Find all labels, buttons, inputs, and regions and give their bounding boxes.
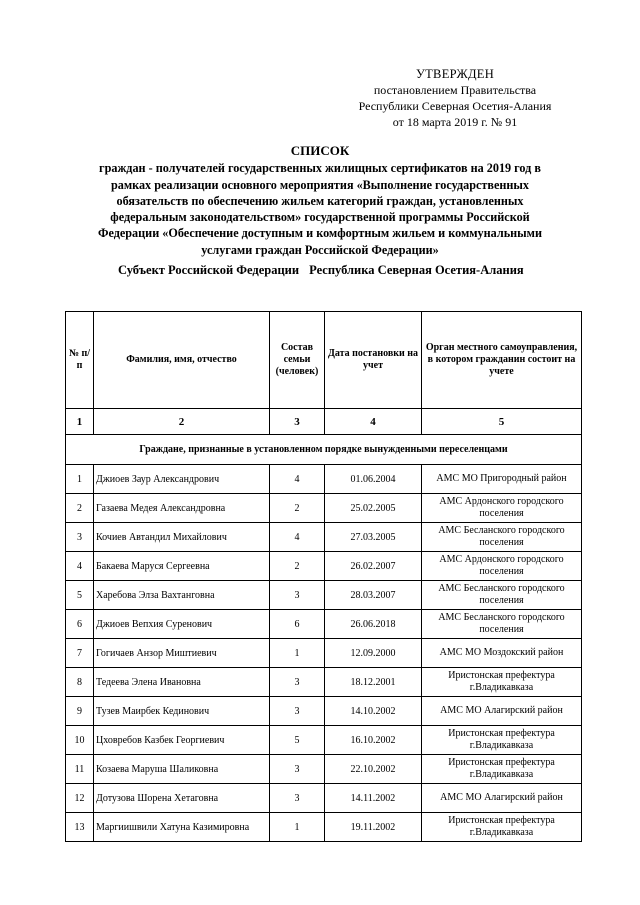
family-size: 3 xyxy=(270,668,325,697)
row-number: 5 xyxy=(66,581,94,610)
full-name: Цховребов Казбек Георгиевич xyxy=(94,726,270,755)
row-number: 11 xyxy=(66,755,94,784)
full-name: Харебова Элза Вахтанговна xyxy=(94,581,270,610)
family-size: 3 xyxy=(270,697,325,726)
registration-date: 01.06.2004 xyxy=(325,465,422,494)
group-row xyxy=(66,435,582,465)
column-number: 2 xyxy=(94,409,270,435)
column-number: 3 xyxy=(270,409,325,435)
family-size: 3 xyxy=(270,755,325,784)
table-row xyxy=(66,581,582,610)
list-heading: СПИСОК xyxy=(290,143,350,158)
row-number: 10 xyxy=(66,726,94,755)
authority: АМС Ардонского городского поселения xyxy=(422,494,582,523)
full-name: Джиоев Заур Александрович xyxy=(94,465,270,494)
family-size: 3 xyxy=(270,581,325,610)
table-row xyxy=(66,668,582,697)
full-name: Джиоев Вепхия Суренович xyxy=(94,610,270,639)
family-size: 3 xyxy=(270,784,325,813)
authority: АМС Бесланского городского поселения xyxy=(422,523,582,552)
column-number: 5 xyxy=(422,409,582,435)
full-name: Маргиишвили Хатуна Казимировна xyxy=(94,813,270,842)
full-name: Тузев Маирбек Кединович xyxy=(94,697,270,726)
recipients-table xyxy=(65,311,582,842)
row-number: 2 xyxy=(66,494,94,523)
registration-date: 22.10.2002 xyxy=(325,755,422,784)
header-no: № п/п xyxy=(66,312,94,409)
table-row xyxy=(66,523,582,552)
registration-date: 27.03.2005 xyxy=(325,523,422,552)
table-body xyxy=(66,465,582,842)
family-size: 2 xyxy=(270,552,325,581)
subject-value: Республика Северная Осетия-Алания xyxy=(309,263,524,277)
approval-line-3: Республики Северная Осетия-Алания xyxy=(358,99,552,113)
registration-date: 26.06.2018 xyxy=(325,610,422,639)
authority: АМС Бесланского городского поселения xyxy=(422,610,582,639)
approval-line-2: постановлением Правительства xyxy=(373,83,537,97)
family-size: 4 xyxy=(270,465,325,494)
table-row xyxy=(66,726,582,755)
table-row xyxy=(66,465,582,494)
header-name: Фамилия, имя, отчество xyxy=(94,312,270,409)
authority: АМС Бесланского городского поселения xyxy=(422,581,582,610)
authority: АМС Ардонского городского поселения xyxy=(422,552,582,581)
column-number: 1 xyxy=(66,409,94,435)
subject-label: Субъект Российской Федерации xyxy=(118,263,300,277)
title-line-4: федеральным законодательством» государственной программы Российской xyxy=(110,210,530,225)
full-name: Кочиев Автандил Михайлович xyxy=(94,523,270,552)
family-size: 4 xyxy=(270,523,325,552)
approval-block xyxy=(350,66,560,130)
row-number: 4 xyxy=(66,552,94,581)
registration-date: 28.03.2007 xyxy=(325,581,422,610)
table-row xyxy=(66,697,582,726)
authority: АМС МО Алагирский район xyxy=(422,697,582,726)
title-line-5: Федерации «Обеспечение доступным и комфортным жильем и коммунальными xyxy=(97,226,543,241)
row-number: 9 xyxy=(66,697,94,726)
title-line-3: обязательств по обеспечению жильем категорий граждан, установленных xyxy=(116,193,524,208)
table-row xyxy=(66,755,582,784)
approval-heading: УТВЕРЖДЕН xyxy=(415,67,495,81)
authority: Иристонская префектура г.Владикавказа xyxy=(422,813,582,842)
registration-date: 25.02.2005 xyxy=(325,494,422,523)
family-size: 1 xyxy=(270,813,325,842)
table-row xyxy=(66,813,582,842)
full-name: Бакаева Маруся Сергеевна xyxy=(94,552,270,581)
full-name: Дотузова Шорена Хетаговна xyxy=(94,784,270,813)
full-name: Газаева Медея Александровна xyxy=(94,494,270,523)
registration-date: 16.10.2002 xyxy=(325,726,422,755)
registration-date: 19.11.2002 xyxy=(325,813,422,842)
header-authority: Орган местного самоуправления, в котором гражданин состоит на учете xyxy=(422,312,582,409)
authority: АМС МО Алагирский район xyxy=(422,784,582,813)
row-number: 12 xyxy=(66,784,94,813)
row-number: 6 xyxy=(66,610,94,639)
family-size: 6 xyxy=(270,610,325,639)
row-number: 3 xyxy=(66,523,94,552)
group-title: Граждане, признанные в установленном порядке вынужденными переселенцами xyxy=(66,435,582,465)
registration-date: 14.10.2002 xyxy=(325,697,422,726)
full-name: Тедеева Элена Ивановна xyxy=(94,668,270,697)
authority: АМС МО Моздокский район xyxy=(422,639,582,668)
approval-line-4: от 18 марта 2019 г. № 91 xyxy=(392,115,518,129)
full-name: Козаева Маруша Шаликовна xyxy=(94,755,270,784)
authority: Иристонская префектура г.Владикавказа xyxy=(422,726,582,755)
family-size: 2 xyxy=(270,494,325,523)
table-row xyxy=(66,784,582,813)
row-number: 8 xyxy=(66,668,94,697)
table-row xyxy=(66,639,582,668)
title-line-2: рамках реализации основного мероприятия «Выполнение государственных xyxy=(110,177,530,192)
row-number: 7 xyxy=(66,639,94,668)
column-numbers-row xyxy=(66,409,582,435)
full-name: Гогичаев Анзор Миштиевич xyxy=(94,639,270,668)
table-row xyxy=(66,552,582,581)
header-registration-date: Дата постановки на учет xyxy=(325,312,422,409)
table-row xyxy=(66,494,582,523)
authority: АМС МО Пригородный район xyxy=(422,465,582,494)
subject-line xyxy=(118,263,568,278)
title-line-1: граждан - получателей государственных жилищных сертификатов на 2019 год в xyxy=(99,161,541,176)
registration-date: 26.02.2007 xyxy=(325,552,422,581)
table-header-row xyxy=(66,312,582,409)
title-line-6: услугами граждан Российской Федерации» xyxy=(201,242,439,257)
family-size: 5 xyxy=(270,726,325,755)
registration-date: 18.12.2001 xyxy=(325,668,422,697)
registration-date: 14.11.2002 xyxy=(325,784,422,813)
row-number: 13 xyxy=(66,813,94,842)
authority: Иристонская префектура г.Владикавказа xyxy=(422,755,582,784)
table-row xyxy=(66,610,582,639)
row-number: 1 xyxy=(66,465,94,494)
family-size: 1 xyxy=(270,639,325,668)
document-title xyxy=(60,143,580,258)
authority: Иристонская префектура г.Владикавказа xyxy=(422,668,582,697)
header-family-size: Состав семьи (человек) xyxy=(270,312,325,409)
registration-date: 12.09.2000 xyxy=(325,639,422,668)
column-number: 4 xyxy=(325,409,422,435)
